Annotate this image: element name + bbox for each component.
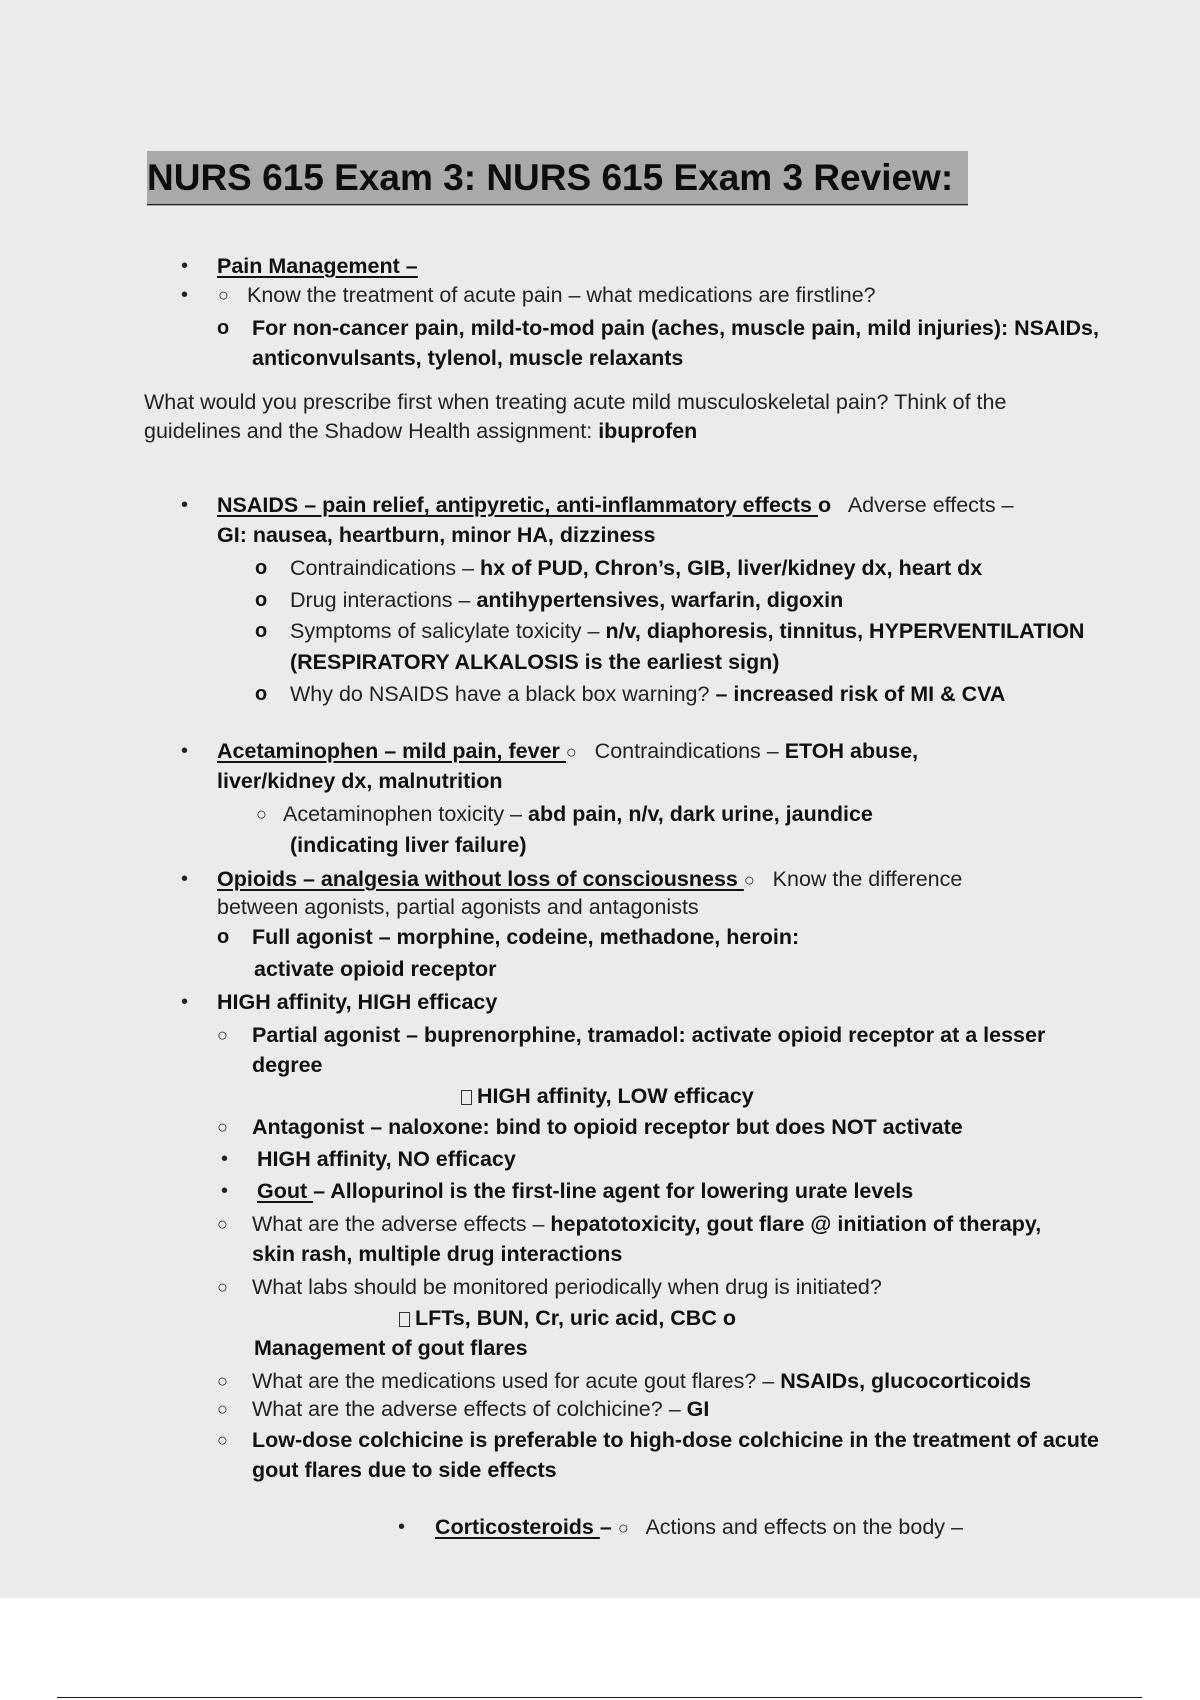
flare-medications: What are the medications used for acute gout flares? – NSAIDs, glucocorticoids [252,1369,1032,1393]
low-dose-colchicine-cont: gout flares due to side effects [252,1458,557,1482]
partial-agonist: Partial agonist – buprenorphine, tramadol: activate opioid receptor at a lesser [252,1023,1046,1047]
antagonist: Antagonist – naloxone: bind to opioid receptor but does NOT activate [252,1115,963,1139]
bold-o-bullet: o [255,683,268,705]
labs-question: What labs should be monitored periodically when drug is initiated? [252,1275,882,1299]
full-agonist-cont: activate opioid receptor [254,957,497,981]
pain-question: Know the treatment of acute pain – what medications are firstline? [247,283,876,307]
gout-adverse-effects-cont: skin rash, multiple drug interactions [252,1242,623,1266]
high-affinity-no-efficacy: HIGH affinity, NO efficacy [257,1147,516,1171]
circle-bullet: ○ [217,1430,228,1450]
section-heading-nsaids: NSAIDS – pain relief, antipyretic, anti-inflammatory effects [217,493,818,517]
acetaminophen-toxicity: Acetaminophen toxicity – abd pain, n/v, dark urine, jaundice [283,802,873,826]
title-underline [147,204,968,205]
bullet: • [221,1180,229,1202]
gout-flare-management: Management of gout flares [254,1336,528,1360]
circle-bullet: ○ [217,1025,228,1045]
nsaids-line: NSAIDS – pain relief, antipyretic, anti-inflammatory effects o Adverse effects – [217,493,1014,517]
bullet: • [398,1516,406,1538]
acetaminophen-line: Acetaminophen – mild pain, fever ○ Contraindications – ETOH abuse, [217,739,919,763]
salicylate-toxicity: Symptoms of salicylate toxicity – n/v, diaphoresis, tinnitus, HYPERVENTILATION [290,619,1085,643]
bullet: • [181,991,189,1013]
circle-bullet: ○ [217,1117,228,1137]
bold-o-bullet: o [255,589,268,611]
circle-bullet: ○ [217,1399,228,1419]
section-heading-gout: Gout [257,1179,314,1203]
missing-glyph-icon [399,1312,410,1327]
pain-answer-cont: anticonvulsants, tylenol, muscle relaxants [252,346,684,370]
prescribe-answer: ibuprofen [598,419,698,443]
nsaids-gi: GI: nausea, heartburn, minor HA, dizziness [217,523,656,547]
gout-line: Gout – Allopurinol is the first-line agent for lowering urate levels [257,1179,914,1203]
circle-bullet: ○ [217,1371,228,1391]
bold-o-bullet: o [217,317,230,339]
high-affinity-high-efficacy: HIGH affinity, HIGH efficacy [217,990,498,1014]
opioids-know-cont: between agonists, partial agonists and antagonists [217,895,699,919]
bullet: • [181,494,189,516]
nsaids-interactions: Drug interactions – antihypertensives, warfarin, digoxin [290,588,844,612]
circle-bullet: ○ [256,804,267,824]
bold-o-bullet: o [255,557,268,579]
opioids-line: Opioids – analgesia without loss of consciousness ○ Know the difference [217,867,963,891]
nsaids-contraindications: Contraindications – hx of PUD, Chron’s, GIB, liver/kidney dx, heart dx [290,556,983,580]
prescribe-question: What would you prescribe first when treating acute mild musculoskeletal pain? Think of the [144,390,1007,414]
bullet: • [181,284,189,306]
footer-rule [57,1697,1142,1698]
gout-adverse-effects: What are the adverse effects – hepatotoxicity, gout flare @ initiation of therapy, [252,1212,1042,1236]
circle-bullet: ○ [217,1277,228,1297]
bullet: • [221,1148,229,1170]
prescribe-question-cont: guidelines and the Shadow Health assignment: ibuprofen [144,419,698,443]
low-dose-colchicine: Low-dose colchicine is preferable to high-dose colchicine in the treatment of acute [252,1428,1100,1452]
colchicine-adverse: What are the adverse effects of colchicine? – GI [252,1397,710,1421]
black-box-warning: Why do NSAIDS have a black box warning? – increased risk of MI & CVA [290,682,1006,706]
document-title: NURS 615 Exam 3: NURS 615 Exam 3 Review: [147,157,954,198]
section-heading-acetaminophen: Acetaminophen – mild pain, fever [217,739,566,763]
full-agonist: Full agonist – morphine, codeine, methadone, heroin: [252,925,800,949]
circle-bullet: ○ [218,285,229,305]
bullet: • [181,255,189,277]
high-affinity-low-efficacy: HIGH affinity, LOW efficacy [461,1081,754,1111]
section-heading-corticosteroids: Corticosteroids [435,1515,600,1539]
partial-agonist-cont: degree [252,1053,323,1077]
labs-answer: LFTs, BUN, Cr, uric acid, CBC o [399,1303,736,1333]
bold-o-bullet: o [217,926,230,948]
bold-o-bullet: o [255,620,268,642]
section-heading-pain: Pain Management – [217,254,418,278]
corticosteroids-line: Corticosteroids – ○ Actions and effects on the body – [435,1515,963,1539]
missing-glyph-icon [461,1090,472,1105]
acetaminophen-contra-cont: liver/kidney dx, malnutrition [217,769,503,793]
salicylate-toxicity-cont: (RESPIRATORY ALKALOSIS is the earliest sign) [290,650,780,674]
circle-bullet: ○ [217,1214,228,1234]
section-heading-opioids: Opioids – analgesia without loss of consciousness [217,867,744,891]
bullet: • [181,740,189,762]
acetaminophen-toxicity-cont: (indicating liver failure) [290,833,527,857]
bullet: • [181,868,189,890]
pain-answer: For non-cancer pain, mild-to-mod pain (aches, muscle pain, mild injuries): NSAIDs, [252,316,1099,340]
